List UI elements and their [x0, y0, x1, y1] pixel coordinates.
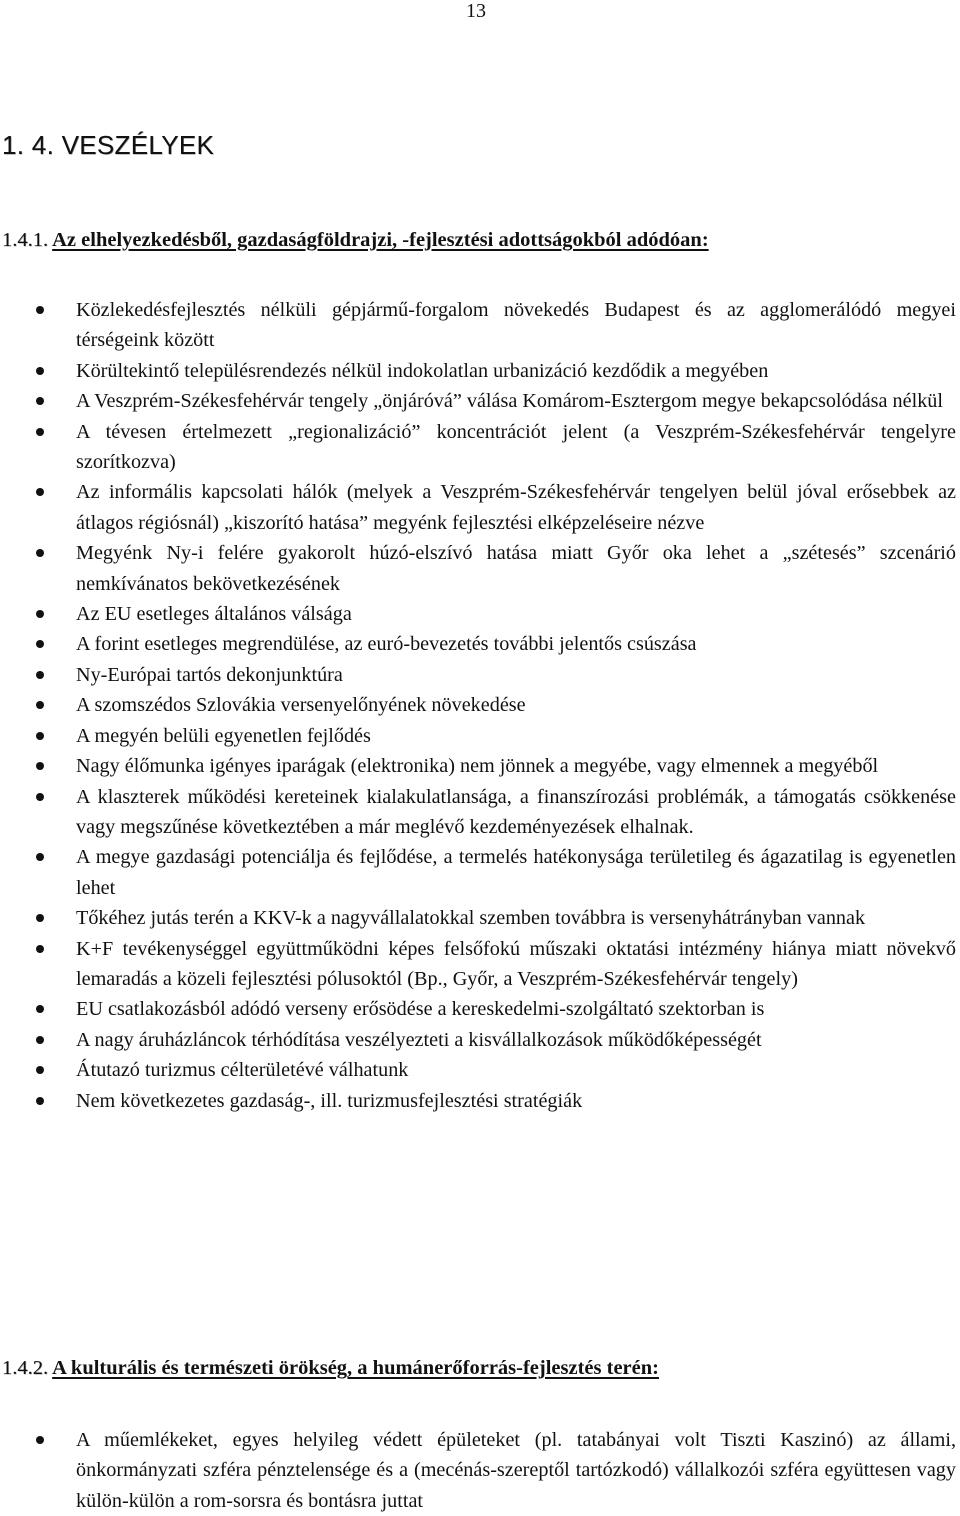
list-item: Ny-Európai tartós dekonjunktúra — [0, 660, 960, 690]
bullet-icon — [36, 640, 44, 648]
list-item: Körültekintő településrendezés nélkül indokolatlan urbanizáció kezdődik a megyében — [0, 356, 960, 386]
bullet-icon — [36, 1436, 44, 1444]
list-item: Megyénk Ny-i felére gyakorolt húzó-elszívó hatása miatt Győr oka lehet a „szétesés” szcenárió nemkívánatos bekövetkezésének — [0, 538, 960, 599]
list-item: A szomszédos Szlovákia versenyelőnyének növekedése — [0, 690, 960, 720]
subsection-title: Az elhelyezkedésből, gazdaságföldrajzi, -fejlesztési adottságokból adódóan: — [52, 229, 709, 251]
bullet-icon — [36, 610, 44, 618]
subsection-number: 1.4.2. — [2, 1357, 49, 1379]
list-item: Az EU esetleges általános válsága — [0, 599, 960, 629]
list-item: Nem következetes gazdaság-, ill. turizmusfejlesztési stratégiák — [0, 1086, 960, 1116]
list-item: Tőkéhez jutás terén a KKV-k a nagyvállalatokkal szemben továbbra is versenyhátrányban vannak — [0, 903, 960, 933]
subsection-heading — [2, 227, 709, 253]
subsection-heading-2 — [2, 1355, 659, 1381]
bullet-icon — [36, 701, 44, 709]
bullet-icon — [36, 762, 44, 770]
list-item: A megye gazdasági potenciálja és fejlődése, a termelés hatékonysága területileg és ágazatilag is egyenetlen lehet — [0, 842, 960, 903]
page-number: 13 — [466, 0, 486, 22]
bullet-icon — [36, 397, 44, 405]
list-item: Közlekedésfejlesztés nélküli gépjármű-forgalom növekedés Budapest és az agglomerálódó megyei térségeink között — [0, 295, 960, 356]
list-item: Az informális kapcsolati hálók (melyek a Veszprém-Székesfehérvár tengelyen belül jóval erősebbek az átlagos régiósnál) „kiszorító hatása” megyénk fejlesztési elképzeléseire nézve — [0, 477, 960, 538]
bullet-icon — [36, 793, 44, 801]
bullet-icon — [36, 428, 44, 436]
list-item: A forint esetleges megrendülése, az euró-bevezetés további jelentős csúszása — [0, 629, 960, 659]
bullet-icon — [36, 914, 44, 922]
bullet-icon — [36, 1005, 44, 1013]
bullet-icon — [36, 367, 44, 375]
list-item: A klaszterek működési kereteinek kialakulatlansága, a finanszírozási problémák, a támogatás csökkenése vagy megszűnése következtében a már meglévő kezdeményezések elhalnak. — [0, 782, 960, 843]
bullet-icon — [36, 671, 44, 679]
section-title: 1. 4. VESZÉLYEK — [2, 130, 215, 160]
heritage-list — [0, 1425, 960, 1516]
threats-list — [0, 295, 960, 1116]
bullet-icon — [36, 1036, 44, 1044]
list-item: A Veszprém-Székesfehérvár tengely „önjáróvá” válása Komárom-Esztergom megye bekapcsolódása nélkül — [0, 386, 960, 416]
list-item: EU csatlakozásból adódó verseny erősödése a kereskedelmi-szolgáltató szektorban is — [0, 994, 960, 1024]
list-item: A műemlékeket, egyes helyileg védett épületeket (pl. tatabányai volt Tiszti Kaszinó) az állami, önkormányzati szféra pénztelensége és a (mecénás-szereptől tartózkodó) vállalkozói szféra együttesen vagy külön-külön a rom-sorsra és bontásra juttat — [0, 1425, 960, 1516]
bullet-icon — [36, 488, 44, 496]
list-item: A nagy áruházláncok térhódítása veszélyezteti a kisvállalkozások működőképességét — [0, 1025, 960, 1055]
list-item: K+F tevékenységgel együttműködni képes felsőfokú műszaki oktatási intézmény hiánya miatt növekvő lemaradás a közeli fejlesztési pólusoktól (Bp., Győr, a Veszprém-Székesfehérvár tengely) — [0, 934, 960, 995]
bullet-icon — [36, 1097, 44, 1105]
bullet-icon — [36, 1066, 44, 1074]
bullet-icon — [36, 945, 44, 953]
bullet-icon — [36, 306, 44, 314]
subsection-number: 1.4.1. — [2, 229, 49, 251]
subsection-title: A kulturális és természeti örökség, a humánerőforrás-fejlesztés terén: — [52, 1357, 659, 1379]
list-item: A tévesen értelmezett „regionalizáció” koncentrációt jelent (a Veszprém-Székesfehérvár tengelyre szorítkozva) — [0, 417, 960, 478]
list-item: Átutazó turizmus célterületévé válhatunk — [0, 1055, 960, 1085]
bullet-icon — [36, 549, 44, 557]
list-item: A megyén belüli egyenetlen fejlődés — [0, 721, 960, 751]
list-item: Nagy élőmunka igényes iparágak (elektronika) nem jönnek a megyébe, vagy elmennek a megyéből — [0, 751, 960, 781]
bullet-icon — [36, 853, 44, 861]
bullet-icon — [36, 732, 44, 740]
